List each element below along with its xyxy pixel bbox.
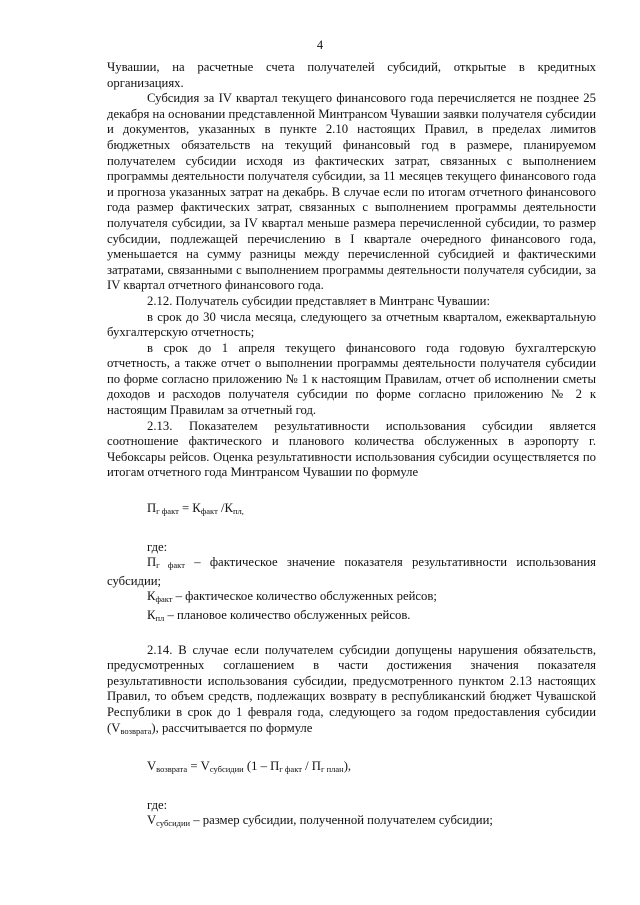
paragraph-continuation: Чувашии, на расчетные счета получателей субсидий, открытые в кредитных организациях. xyxy=(107,60,596,90)
paragraph-2-13: 2.13. Показателем результативности использования субсидии является соотношение фактического и планового количества обслуженных в аэропорту г. Чебоксары рейсов. Оценка результативности использования субсидии осуществляется по итогам отчетного года Минтрансом Чувашии по формуле xyxy=(107,418,596,480)
formula-refund: $V_{возврата} = V_{субсидии}$ $(1 - П_{г факт} / П_{г план})$, xyxy=(147,759,352,775)
where-label-1: где: xyxy=(147,539,168,554)
formula-effectiveness: $П_{г факт} = К_{факт}$ $/К_{пл,}$ xyxy=(147,501,244,517)
definition-p-fact: $П_{г факт}$ – фактическое значение показателя результативности использования субсидии; xyxy=(107,555,597,588)
paragraph-annual-reporting: в срок до 1 апреля текущего финансового года годовую бухгалтерскую отчетность, а также отчет о выполнении программы деятельности получателя субсидии по форме согласно приложению № 1 к настоящим Правилам, отчет об исполнении сметы доходов и расходов получателя субсидии по форме согласно приложению № 2 к настоящим Правилам за отчетный год. xyxy=(107,340,596,418)
page-number: 4 xyxy=(316,38,324,52)
definition-k-plan: $К_{пл}$ – плановое количество обслуженных рейсов. xyxy=(147,608,411,623)
paragraph-2-14: 2.14. В случае если получателем субсидии допущены нарушения обязательств, предусмотренных соглашением в части достижения значения показателя результативности использования субсидии, предусмотренного пунктом 2.13 настоящих Правил, то объем средств, подлежащих возврату в республиканский бюджет Чувашской Республики в срок до 1 февраля года, следующего за годом предоставления субсидии $(V_{возврата})$, рассчитывается по формуле xyxy=(107,642,596,736)
paragraph-subsidy-q4: Субсидия за IV квартал текущего финансового года перечисляется не позднее 25 декабря на основании представленной Минтрансом Чувашии заявки получателя субсидии и документов, указанных в пункте 2.10 настоящих Правил, в пределах лимитов бюджетных обязательств на текущий финансовый год в размере, планируемом получателем субсидии исходя из фактических затрат, связанных с выполнением программы деятельности получателя субсидии, за 11 месяцев текущего финансового года и прогноза указанных затрат на декабрь. В случае если по итогам отчетного финансового года размер фактических затрат, связанных с выполнением программы деятельности получателя субсидии, за IV квартал меньше размера перечисленной субсидии, то размер субсидии, подлежащей перечислению в I квартале очередного финансового года, уменьшается на сумму разницы между перечисленной субсидией и фактическими затратами, связанными с выполнением программы деятельности получателя субсидии, за IV квартал отчетного финансового года. xyxy=(107,91,597,293)
definition-k-fact: $К_{факт}$ – фактическое количество обслуженных рейсов; xyxy=(147,589,437,605)
paragraph-2-12: 2.12. Получатель субсидии представляет в Минтранс Чувашии: xyxy=(147,293,490,308)
where-label-2: где: xyxy=(147,797,168,812)
document-body xyxy=(107,60,596,832)
definition-v-subsidy: $V_{субсидии}$ – размер субсидии, полученной получателем субсидии; xyxy=(147,813,493,829)
paragraph-quarterly-reporting: в срок до 30 числа месяца, следующего за отчетным кварталом, ежеквартальную бухгалтерскую отчетность; xyxy=(107,309,596,340)
